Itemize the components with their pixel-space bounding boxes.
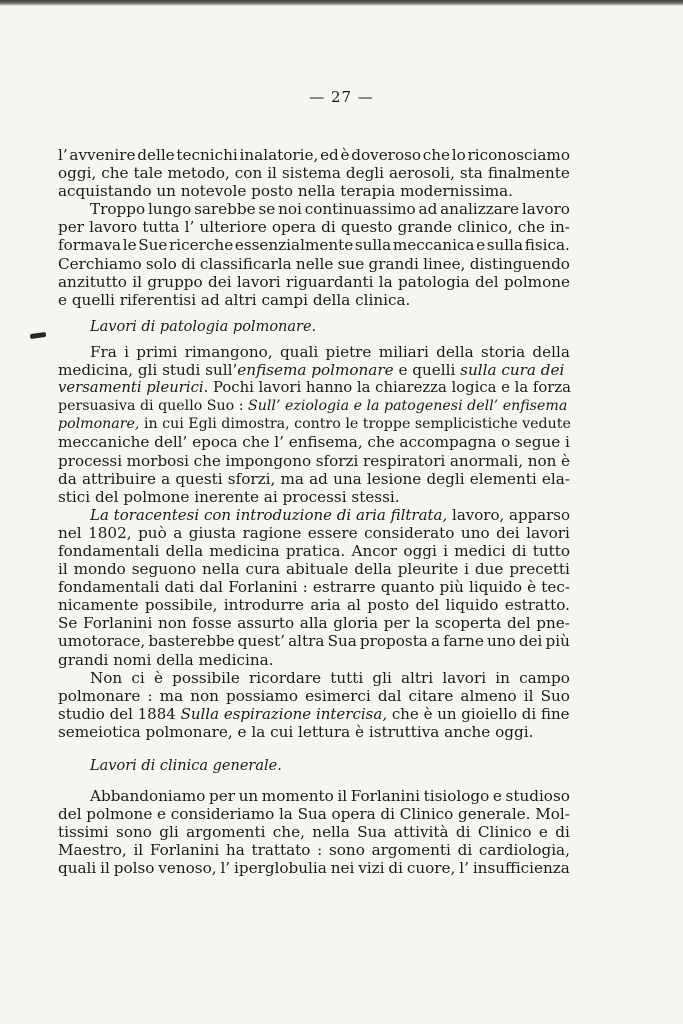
text-line: La toracentesi con introduzione di aria filtrata, lavoro, apparso xyxy=(90,505,571,524)
italic-title: versamenti pleurici xyxy=(58,379,204,397)
text-line: nel 1802, può a giusta ragione essere considerato uno dei lavori xyxy=(58,523,570,542)
paragraph-1 xyxy=(58,146,570,200)
text-line: per lavoro tutta l’ ulteriore opera di questo grande clinico, che in- xyxy=(58,218,570,237)
text-line: versamenti pleurici. Pochi lavori hanno la chiarezza logica e la forza xyxy=(58,379,571,397)
text-line: l’ avvenire delle tecnichi inalatorie, ed è doveroso che lo riconosciamo xyxy=(58,146,570,164)
section-heading-patologia: Lavori di patologia polmonare. xyxy=(90,318,317,335)
italic-title: Sull’ eziologia e la patogenesi dell’ enfisema xyxy=(248,398,568,415)
text-line: del polmone e consideriamo la Sua opera di Clinico generale. Mol- xyxy=(58,805,570,824)
ink-marker-mark xyxy=(30,332,47,339)
text-line: il mondo seguono nella cura abituale della pleurite i due precetti xyxy=(58,560,570,579)
text-line: grandi nomi della medicina. xyxy=(58,650,274,669)
text-line: Maestro, il Forlanini ha trattato : sono argomenti di cardiologia, xyxy=(58,841,570,860)
text-line: persuasiva di quello Suo : Sull’ eziologia e la patogenesi dell’ enfisema xyxy=(58,398,568,415)
text-line: medicina, gli studi sull’enfisema polmonare e quelli sulla cura dei xyxy=(58,361,565,380)
text-line: polmonare, in cui Egli dimostra, contro le troppe semplicistiche vedute xyxy=(58,416,571,433)
text-line: Troppo lungo sarebbe se noi continuassimo ad analizzare lavoro xyxy=(90,200,570,219)
page-number: — 27 — xyxy=(309,88,374,106)
italic-title: La toracentesi con introduzione di aria filtrata, xyxy=(90,505,448,524)
paragraph-6 xyxy=(58,787,570,877)
text-line: formava le Sue ricerche essenzialmente sulla meccanica e sulla fisica. xyxy=(58,236,570,255)
text-line: umotorace, basterebbe quest’ altra Sua proposta a farne uno dei più xyxy=(58,632,570,651)
page-body xyxy=(58,146,570,878)
text-line: polmonare : ma non possiamo esimerci dal citare almeno il Suo xyxy=(58,686,570,705)
text-line: da attribuire a questi sforzi, ma ad una lesione degli elementi ela- xyxy=(58,469,570,488)
paragraph-3 xyxy=(58,343,570,506)
text-line: Fra i primi rimangono, quali pietre miliari della storia della xyxy=(90,342,570,361)
text-line: semeiotica polmonare, e la cui lettura è istruttiva anche oggi. xyxy=(58,722,534,741)
text-line: e quelli riferentisi ad altri campi della clinica. xyxy=(58,290,411,309)
text-line: meccaniche dell’ epoca che l’ enfisema, che accompagna o segue i xyxy=(58,433,570,452)
text-line: fondamentali della medicina pratica. Ancor oggi i medici di tutto xyxy=(58,541,570,560)
text-line: Cerchiamo solo di classificarla nelle sue grandi linee, distinguendo xyxy=(58,254,570,273)
text-line: stici del polmone inerente ai processi stessi. xyxy=(58,487,400,506)
paragraph-2 xyxy=(58,200,570,309)
text-line: nicamente possibile, introdurre aria al posto del liquido estratto. xyxy=(58,596,570,615)
italic-title: polmonare, xyxy=(58,416,140,433)
text-line: oggi, che tale metodo, con il sistema degli aerosoli, sta finalmente xyxy=(58,164,570,183)
text-line: studio del 1884 Sulla espirazione intercisa, che è un gioiello di fine xyxy=(58,704,570,723)
paragraph-5 xyxy=(58,669,570,741)
italic-title: enfisema polmonare xyxy=(237,361,394,380)
text-line: fondamentali dati dal Forlanini : estrarre quanto più liquido è tec- xyxy=(58,578,570,597)
italic-title: Sulla espirazione intercisa, xyxy=(180,704,388,723)
text-line: tissimi sono gli argomenti che, nella Sua attività di Clinico e di xyxy=(58,823,570,842)
text-line: Non ci è possibile ricordare tutti gli altri lavori in campo xyxy=(90,668,570,687)
text-line: Se Forlanini non fosse assurto alla gloria per la scoperta del pne- xyxy=(58,614,570,633)
text-line: anzitutto il gruppo dei lavori riguardanti la patologia del polmone xyxy=(58,272,570,291)
text-line: processi morbosi che impongono sforzi respiratori anormali, non è xyxy=(58,451,570,470)
page-top-edge xyxy=(0,0,683,6)
text-line: quali il polso venoso, l’ iperglobulia nei vizi di cuore, l’ insufficienza xyxy=(58,859,570,878)
italic-title: sulla cura dei xyxy=(460,361,565,380)
section-heading-clinica: Lavori di clinica generale. xyxy=(90,758,282,774)
paragraph-4 xyxy=(58,506,570,669)
text-line: Abbandoniamo per un momento il Forlanini tisiologo e studioso xyxy=(90,787,570,806)
text-line: acquistando un notevole posto nella terapia modernissima. xyxy=(58,182,514,201)
